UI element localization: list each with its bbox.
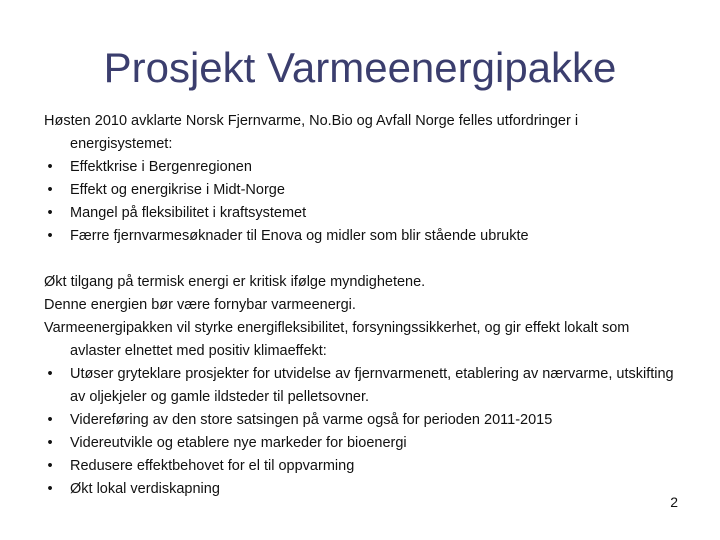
list-item (44, 409, 684, 432)
bullet-icon: • (47, 205, 53, 221)
slide-title: Prosjekt Varmeenergipakke (103, 44, 617, 91)
paragraph-line: Denne energien bør være fornybar varmeenergi. (44, 297, 356, 313)
list-item (44, 455, 684, 478)
list-item-text: Effekt og energikrise i Midt-Norge (70, 182, 285, 198)
paragraph-line: Varmeenergipakken vil styrke energifleksibilitet, forsyningssikkerhet, og gir effekt lokalt som avlaster elnettet med positiv klimaeffekt: (44, 320, 630, 359)
bullet-icon: • (47, 481, 53, 497)
bullet-icon: • (47, 159, 53, 175)
list-item (44, 202, 684, 225)
list-item-text: Videreføring av den store satsingen på varme også for perioden 2011-2015 (70, 412, 553, 428)
list-item-text: Utøser gryteklare prosjekter for utvidelse av fjernvarmenett, etablering av nærvarme, utskifting av oljekjeler og gamle ildsteder til pelletsovner. (70, 366, 674, 405)
list-item (44, 156, 684, 179)
paragraph-line: Økt tilgang på termisk energi er kritisk ifølge myndighetene. (44, 274, 426, 290)
bullet-icon: • (47, 412, 53, 428)
page-number: 2 (670, 494, 678, 510)
list-item (44, 478, 684, 501)
bullet-icon: • (47, 182, 53, 198)
list-item-text: Redusere effektbehovet for el til oppvarming (70, 458, 355, 474)
list-item-text: Økt lokal verdiskapning (70, 481, 220, 497)
list-item-text: Færre fjernvarmesøknader til Enova og midler som blir stående ubrukte (70, 228, 529, 244)
list-item (44, 363, 684, 409)
list-item (44, 432, 684, 455)
list-item (44, 179, 684, 202)
intro-paragraph: Høsten 2010 avklarte Norsk Fjernvarme, No.Bio og Avfall Norge felles utfordringer i energisystemet: (44, 113, 579, 152)
list-item-text: Mangel på fleksibilitet i kraftsystemet (70, 205, 307, 221)
bullet-icon: • (47, 366, 53, 382)
bullet-icon: • (47, 228, 53, 244)
list-item (44, 225, 684, 248)
bullet-icon: • (47, 435, 53, 451)
section-divider (44, 248, 684, 271)
list-item-text: Effektkrise i Bergenregionen (70, 159, 252, 175)
slide-body (44, 110, 684, 501)
bullet-icon: • (47, 458, 53, 474)
list-item-text: Videreutvikle og etablere nye markeder for bioenergi (70, 435, 407, 451)
